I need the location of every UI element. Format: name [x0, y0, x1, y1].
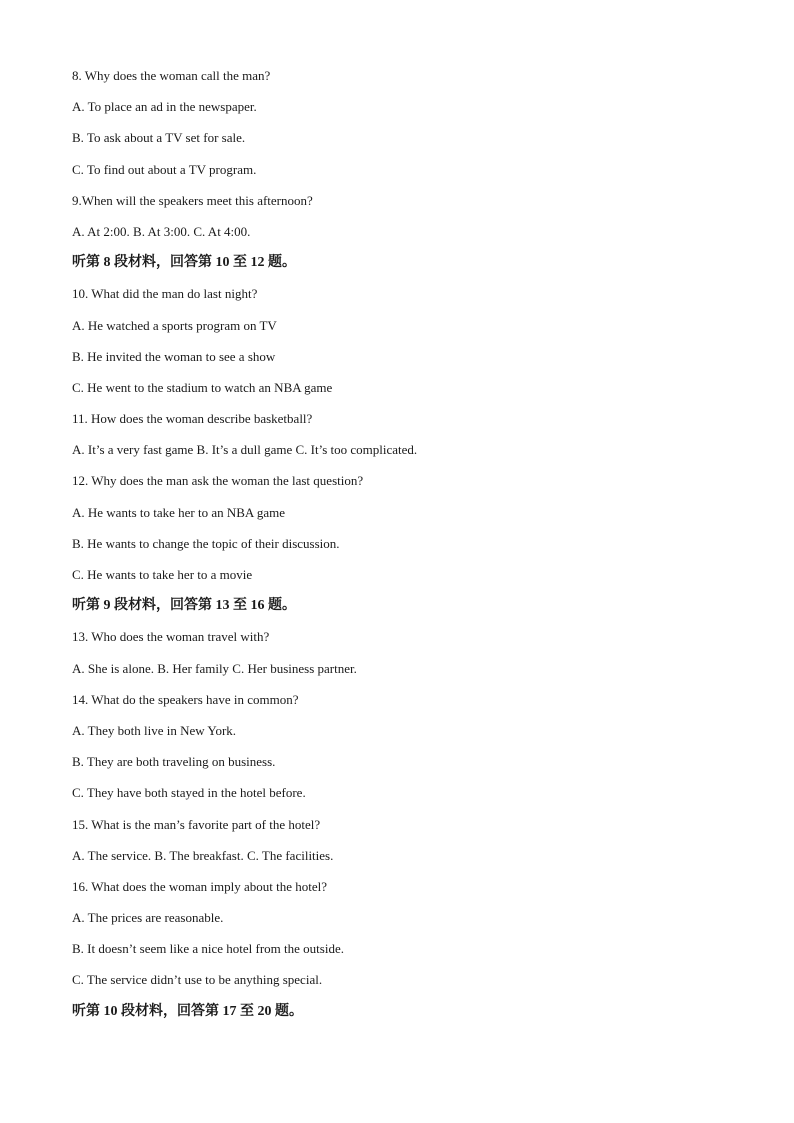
- section-heading-8: 听第 8 段材料，回答第 10 至 12 题。: [72, 255, 296, 271]
- options-9: A. At 2:00. B. At 3:00. C. At 4:00.: [72, 223, 251, 239]
- question-11: 11. How does the woman describe basketball?: [72, 411, 313, 427]
- option-8a: A. To place an ad in the newspaper.: [72, 99, 257, 115]
- option-10c: C. He went to the stadium to watch an NBA game: [72, 379, 333, 395]
- section-heading-10: 听第 10 段材料，回答第 17 至 20 题。: [72, 1003, 303, 1019]
- option-14b: B. They are both traveling on business.: [72, 754, 276, 770]
- option-12c: C. He wants to take her to a movie: [72, 567, 253, 582]
- question-8: 8. Why does the woman call the man?: [72, 68, 271, 83]
- question-9: 9.When will the speakers meet this afternoon?: [72, 192, 313, 208]
- question-16: 16. What does the woman imply about the hotel?: [72, 878, 328, 894]
- question-14: 14. What do the speakers have in common?: [72, 691, 299, 707]
- option-8c: C. To find out about a TV program.: [72, 161, 257, 177]
- option-10a: A. He watched a sports program on TV: [72, 317, 277, 333]
- option-16b: B. It doesn’t seem like a nice hotel from the outside.: [72, 941, 344, 957]
- option-12a: A. He wants to take her to an NBA game: [72, 504, 286, 520]
- section-heading-9: 听第 9 段材料，回答第 13 至 16 题。: [72, 598, 296, 614]
- option-8b: B. To ask about a TV set for sale.: [72, 130, 246, 146]
- option-16c: C. The service didn’t use to be anything special.: [72, 972, 323, 988]
- option-16a: A. The prices are reasonable.: [72, 910, 224, 926]
- options-13: A. She is alone. B. Her family C. Her business partner.: [72, 660, 357, 676]
- question-13: 13. Who does the woman travel with?: [72, 629, 270, 645]
- question-12: 12. Why does the man ask the woman the last question?: [72, 473, 364, 489]
- option-10b: B. He invited the woman to see a show: [72, 348, 276, 364]
- question-15: 15. What is the man’s favorite part of the hotel?: [72, 816, 321, 832]
- option-12b: B. He wants to change the topic of their discussion.: [72, 535, 340, 551]
- question-10: 10. What did the man do last night?: [72, 286, 258, 302]
- document-page: [72, 66, 752, 1033]
- options-11: A. It’s a very fast game B. It’s a dull game C. It’s too complicated.: [72, 442, 418, 458]
- options-15: A. The service. B. The breakfast. C. The facilities.: [72, 847, 334, 863]
- option-14a: A. They both live in New York.: [72, 722, 237, 738]
- option-14c: C. They have both stayed in the hotel before.: [72, 785, 306, 801]
